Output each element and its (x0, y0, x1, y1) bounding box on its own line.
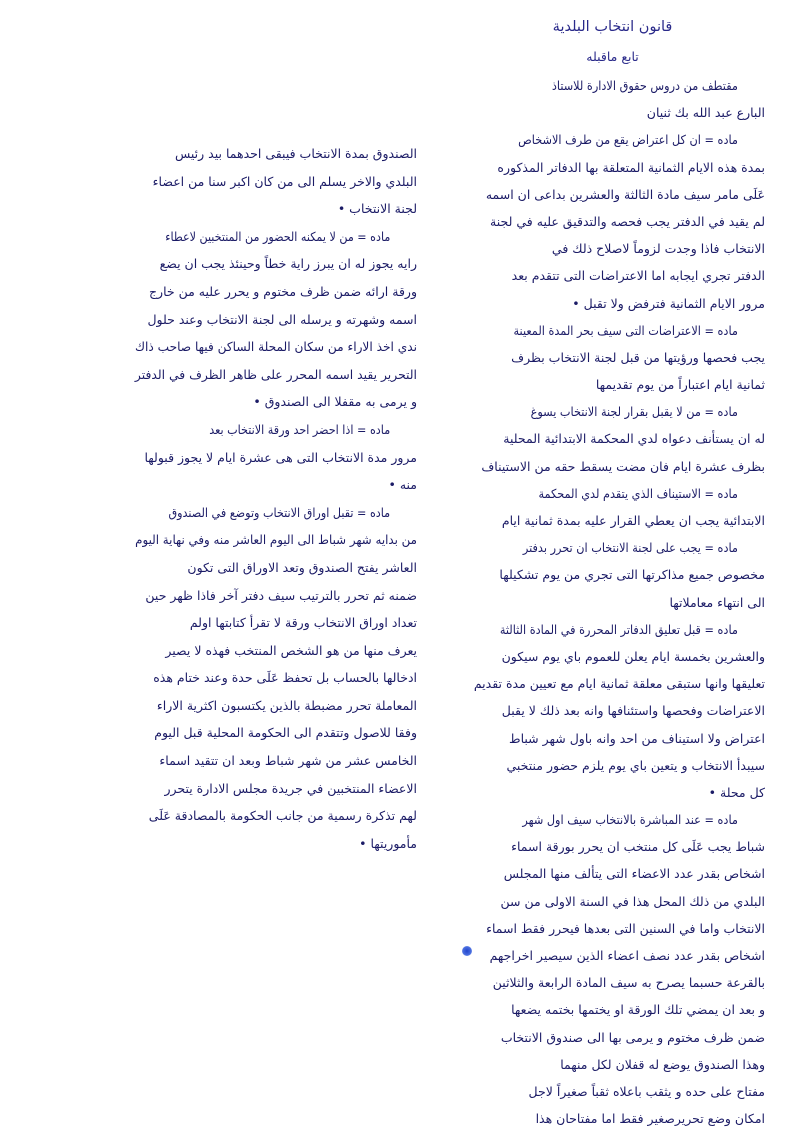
text-line: ماده = اذا احضر احد ورقة الانتخاب بعد (209, 421, 391, 437)
text-line: التحرير يقيد اسمه المحرر على ظاهر الظرف في الدفتر (134, 366, 417, 382)
text-line: عَلَى مامر سيف مادة الثالثة والعشرين بداعى ان اسمه (485, 186, 765, 202)
text-line: مخصوص جميع مذاكرتها التى تجري من يوم تشكيلها (499, 567, 765, 583)
text-line: ماده = تقبل اوراق الانتخاب وتوضع في الصندوق (168, 504, 391, 520)
text-line: اشخاص بقدر عدد نصف اعضاء الذين سيصير اخراجهم (489, 948, 765, 963)
text-line: امكان وضع تحريرصغير فقط اما مفتاحان هذا (535, 1111, 765, 1127)
text-line: لجنة الانتخاب • (337, 201, 417, 217)
text-line: ندي اخذ الاراء من سكان المحلة الساكن فيها صاحب ذاك (134, 339, 418, 355)
text-line: مفتاح على حده و يثقب باعلاه ثقباً صغيراً لاجل (528, 1083, 765, 1099)
document-subtitle: تابع ماقبله (586, 49, 639, 64)
text-line: ماده = يجب على لجنة الانتخاب ان تحرر بدفتر (522, 540, 738, 556)
text-line: الابتدائية يجب ان يعطي القرار عليه بمدة ثمانية ايام (501, 513, 765, 528)
text-line: اشخاص بقدر عدد الاعضاء التى يتألف منها المجلس (503, 866, 765, 882)
text-line: الاعتراضات وفحصها واستئنافها وانه بعد ذلك لا يقبل (501, 703, 765, 719)
text-line: ماده = ان كل اعتراض يقع من طرف الاشخاص (518, 132, 738, 148)
text-line: وفقا للاصول وتتقدم الى الحكومة المحلية قبل اليوم (154, 725, 417, 741)
text-line: بالقرعة حسبما يصرح به سيف المادة الرابعة والثلاثين (492, 975, 765, 991)
document-title: قانون انتخاب البلدية (552, 19, 673, 35)
text-line: سيبدأ الانتخاب و يتعين باي يوم يلزم حضور منتخبي (506, 757, 765, 773)
text-line: لهم تذكرة رسمية من جانب الحكومة بالمصادقة عَلَى (148, 808, 417, 824)
text-line: من بدايه شهر شباط الى اليوم العاشر منه وفي نهاية اليوم (135, 532, 418, 548)
text-line: البلدي من ذلك المحل هذا في السنة الاولى من سن (500, 893, 765, 909)
text-line: اعتراض ولا استيناف من احد وانه باول شهر شباط (509, 730, 765, 746)
text-line: الاعضاء المنتخبين في جريدة مجلس الادارة يتحرر (164, 780, 417, 796)
text-line: الخامس عشر من شهر شباط وبعد ان تتقيد اسماء (159, 753, 417, 769)
text-line: كل محلة • (708, 784, 765, 800)
text-line: يجب فحصها ورؤيتها من قبل لجنة الانتخاب بظرف (511, 349, 765, 365)
ink-stain (462, 946, 472, 956)
text-line: ماده = الاعتراضات التى سيف بحر المدة المعينة (513, 322, 738, 338)
text-line: رايه يجوز له ان يبرز راية خطاً وحينئذ يجب ان يضع (159, 256, 417, 272)
text-line: يعرف منها من هو الشخص المنتخب فهذه لا يصير (165, 642, 417, 658)
text-line: الدفتر تجري ايجابه اما الاعتراضات التى تتقدم بعد (511, 268, 765, 284)
text-line: بظرف عشرة ايام فان مضت يسقط حقه من الاستيناف (481, 458, 765, 474)
source-line-2: البارع عبد الله بك ثنيان (646, 105, 765, 121)
left-column-body (135, 140, 417, 857)
text-line: ورقة ارائه ضمن ظرف مختوم و يحرر عليه من خارج (148, 283, 417, 299)
source-line-1: مقتطف من دروس حقوق الادارة للاستاذ (551, 78, 738, 93)
text-line: له ان يستأنف دعواه لدي المحكمة الابتدائية المحلية (503, 431, 765, 447)
text-line: مأموريتها • (359, 835, 417, 851)
text-line: مرور الايام الثمانية فترفض ولا تقبل • (572, 295, 765, 311)
text-line: والعشرين بخمسة ايام يعلن للعموم باي يوم سيكون (501, 648, 765, 664)
text-line: تعداد اوراق الانتخاب ورقة لا تقرأ كتابتها اولم (189, 615, 417, 631)
text-line: المعاملة تحرر مضبطة بالذين يكتسبون اكثرية الاراء (156, 697, 417, 713)
text-line: تعليقها وانها ستبقى معلقة ثمانية ايام مع تعيين مدة تقديم (473, 676, 765, 692)
text-line: ماده = من لا يقبل بقرار لجنة الانتخاب يسوغ (530, 404, 738, 420)
text-line: الانتخاب فاذا وجدت لزوماً لاصلاح ذلك في (551, 241, 765, 257)
text-line: بمدة هذه الايام الثمانية المتعلقة بها الدفاتر المذكوره (497, 159, 765, 175)
text-line: ضمنه ثم تحرر بالترتيب سيف دفتر آخر فاذا ظهر حين (145, 587, 417, 603)
text-line: البلدي والاخر يسلم الى من كان اكبر سنا من اعضاء (152, 173, 417, 189)
text-line: وهذا الصندوق يوضع له قفلان لكل منهما (560, 1056, 765, 1072)
right-column-body (460, 126, 765, 1132)
text-line: مرور مدة الانتخاب التى هى عشرة ايام لا يجوز قبولها (144, 449, 417, 465)
text-line: العاشر يفتح الصندوق وتعد الاوراق التى تكون (187, 559, 417, 575)
text-line: شباط يجب عَلَى كل منتخب ان يحرر بورقة اسماء (511, 839, 765, 855)
text-line: و بعد ان يمضي تلك الورقة او يختمها بختمه يضعها (511, 1002, 765, 1018)
text-line: اسمه وشهرته و يرسله الى لجنة الانتخاب وعند حلول (147, 311, 417, 327)
text-line: ماده = الاستيناف الذي يتقدم لدي المحكمة (538, 485, 738, 501)
text-line: ماده = من لا يمكنه الحضور من المنتخبين لاعطاء (165, 228, 391, 244)
text-line: الى انتهاء معاملاتها (669, 594, 765, 610)
text-line: و يرمى به مقفلا الى الصندوق • (253, 394, 417, 410)
text-line: ماده = قبل تعليق الدفاتر المحررة في المادة الثالثة (499, 621, 738, 637)
text-line: الانتخاب واما في السنين التى بعدها فيحرر فقط اسماء (486, 920, 765, 936)
text-line: الصندوق بمدة الانتخاب فيبقى احدهما بيد رئيس (174, 146, 417, 161)
text-line: منه • (388, 477, 417, 493)
text-line: لم يقيد في الدفتر يجب فحصه والتدقيق عليه في لجنة (490, 213, 765, 229)
left-column (135, 140, 417, 857)
text-line: ثمانية ايام اعتباراً من يوم تقديمها (595, 377, 765, 393)
text-line: ضمن ظرف مختوم و يرمى بها الى صندوق الانتخاب (500, 1029, 765, 1045)
text-line: ماده = عند المباشرة بالانتخاب سيف اول شهر (522, 812, 738, 828)
text-line: ادخالها بالحساب بل تحفظ عَلَى حدة وعند ختام هذه (153, 670, 417, 686)
right-column (460, 12, 765, 1132)
